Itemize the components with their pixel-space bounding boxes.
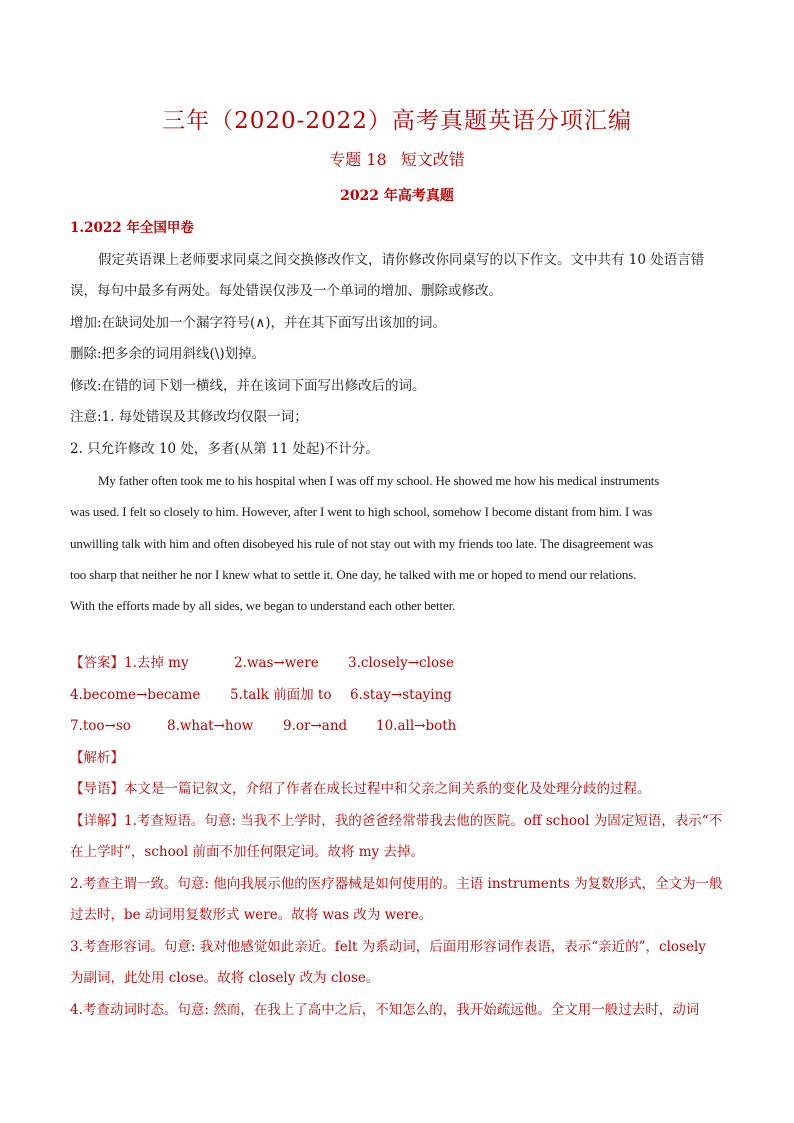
guide-text: 本文是一篇记叙文，介绍了作者在成长过程中和父亲之间关系的变化及处理分歧的过程。: [124, 781, 651, 798]
instruction-line: 假定英语课上老师要求同桌之间交换修改作文，请你修改你同桌写的以下作文。文中共有 10 处语言错: [98, 251, 705, 268]
detail-tag: 【详解】: [70, 812, 124, 829]
section-heading: 2022 年高考真题: [340, 188, 454, 204]
answers: [70, 648, 738, 743]
detail-line: 【详解】1.考查短语。句意: 当我不上学时，我的爸爸经常带我去他的医院。off school 为固定短语，表示“不: [70, 812, 723, 829]
answer-row: [70, 711, 738, 743]
answer-item: 9.or→and: [283, 718, 348, 735]
answer-item: 5.talk 前面加 to: [230, 686, 332, 703]
answer-item: 7.too→so: [70, 718, 131, 735]
answer-row: [70, 648, 738, 680]
answer-row: [70, 680, 738, 712]
instruction-line: 注意:1. 每处错误及其修改均仅限一词；: [70, 409, 308, 425]
instructions: [70, 245, 738, 466]
answer-item: 3.closely→close: [348, 655, 454, 672]
passage-line: was used. I felt so closely to him. However, after I went to high school, somehow I become distant from him. I was: [70, 504, 653, 520]
answer-item: 2.was→were: [234, 655, 319, 672]
document-body: [70, 213, 738, 1026]
passage-line: My father often took me to his hospital when I was off my school. He showed me how his medical instruments: [98, 473, 660, 488]
answer-item: 8.what→how: [167, 718, 254, 735]
detail-line: 在上学时”，school 前面不加任何限定词。故将 my 去掉。: [70, 844, 424, 861]
instruction-line: 修改:在错的词下划一横线，并在该词下面写出修改后的词。: [70, 377, 426, 394]
detail-line: 4.考查动词时态。句意: 然而，在我上了高中之后，不知怎么的，我开始疏远他。全文用一般过去时，动词: [70, 1001, 700, 1018]
analysis-tag: 【解析】: [70, 749, 124, 766]
passage-line: too sharp that neither he nor I knew what to settle it. One day, he talked with me or hoped to mend our relations.: [70, 566, 637, 582]
answer-item: 6.stay→staying: [350, 686, 452, 703]
document-title: 三年（2020-2022）高考真题英语分项汇编: [162, 108, 632, 134]
answer-item: 1.去掉 my: [124, 655, 189, 672]
guide-tag: 【导语】: [70, 781, 124, 798]
detail-line: 过去时，be 动词用复数形式 were。故将 was 改为 were。: [70, 907, 433, 924]
instruction-line: 误，每句中最多有两处。每处错误仅涉及一个单词的增加、删除或修改。: [70, 283, 502, 299]
question-label: 1.2022 年全国甲卷: [70, 220, 194, 236]
answer-item: 4.become→became: [70, 686, 201, 703]
topic-name: 短文改错: [400, 150, 465, 169]
passage-line: With the efforts made by all sides, we began to understand each other better.: [70, 598, 456, 614]
detail-line: 3.考查形容词。句意: 我对他感觉如此亲近。felt 为系动词，后面用形容词作表语，表示“亲近的”，closely: [70, 938, 706, 955]
answer-item: 10.all→both: [376, 718, 457, 735]
topic-number: 专题 18: [329, 150, 387, 169]
instruction-line: 增加:在缺词处加一个漏字符号(∧)，并在其下面写出该加的词。: [70, 314, 446, 331]
detail-line: 2.考查主谓一致。句意: 他向我展示他的医疗器械是如何使用的。主语 instruments 为复数形式，全文为一般: [70, 875, 723, 892]
topic-subtitle: [0, 147, 794, 170]
details: [70, 806, 738, 1027]
instruction-line: 删除:把多余的词用斜线(\)划掉。: [70, 346, 266, 362]
answer-tag: 【答案】: [70, 655, 124, 672]
guide-line: [70, 774, 738, 806]
detail-line: 为副词，此处用 close。故将 closely 改为 close。: [70, 970, 380, 987]
passage-line: unwilling talk with him and often disobeyed his rule of not stay out with my friends too late. The disagreement was: [70, 535, 653, 551]
passage: [70, 465, 738, 621]
instruction-line: 2. 只允许修改 10 处，多者(从第 11 处起)不计分。: [70, 440, 379, 457]
